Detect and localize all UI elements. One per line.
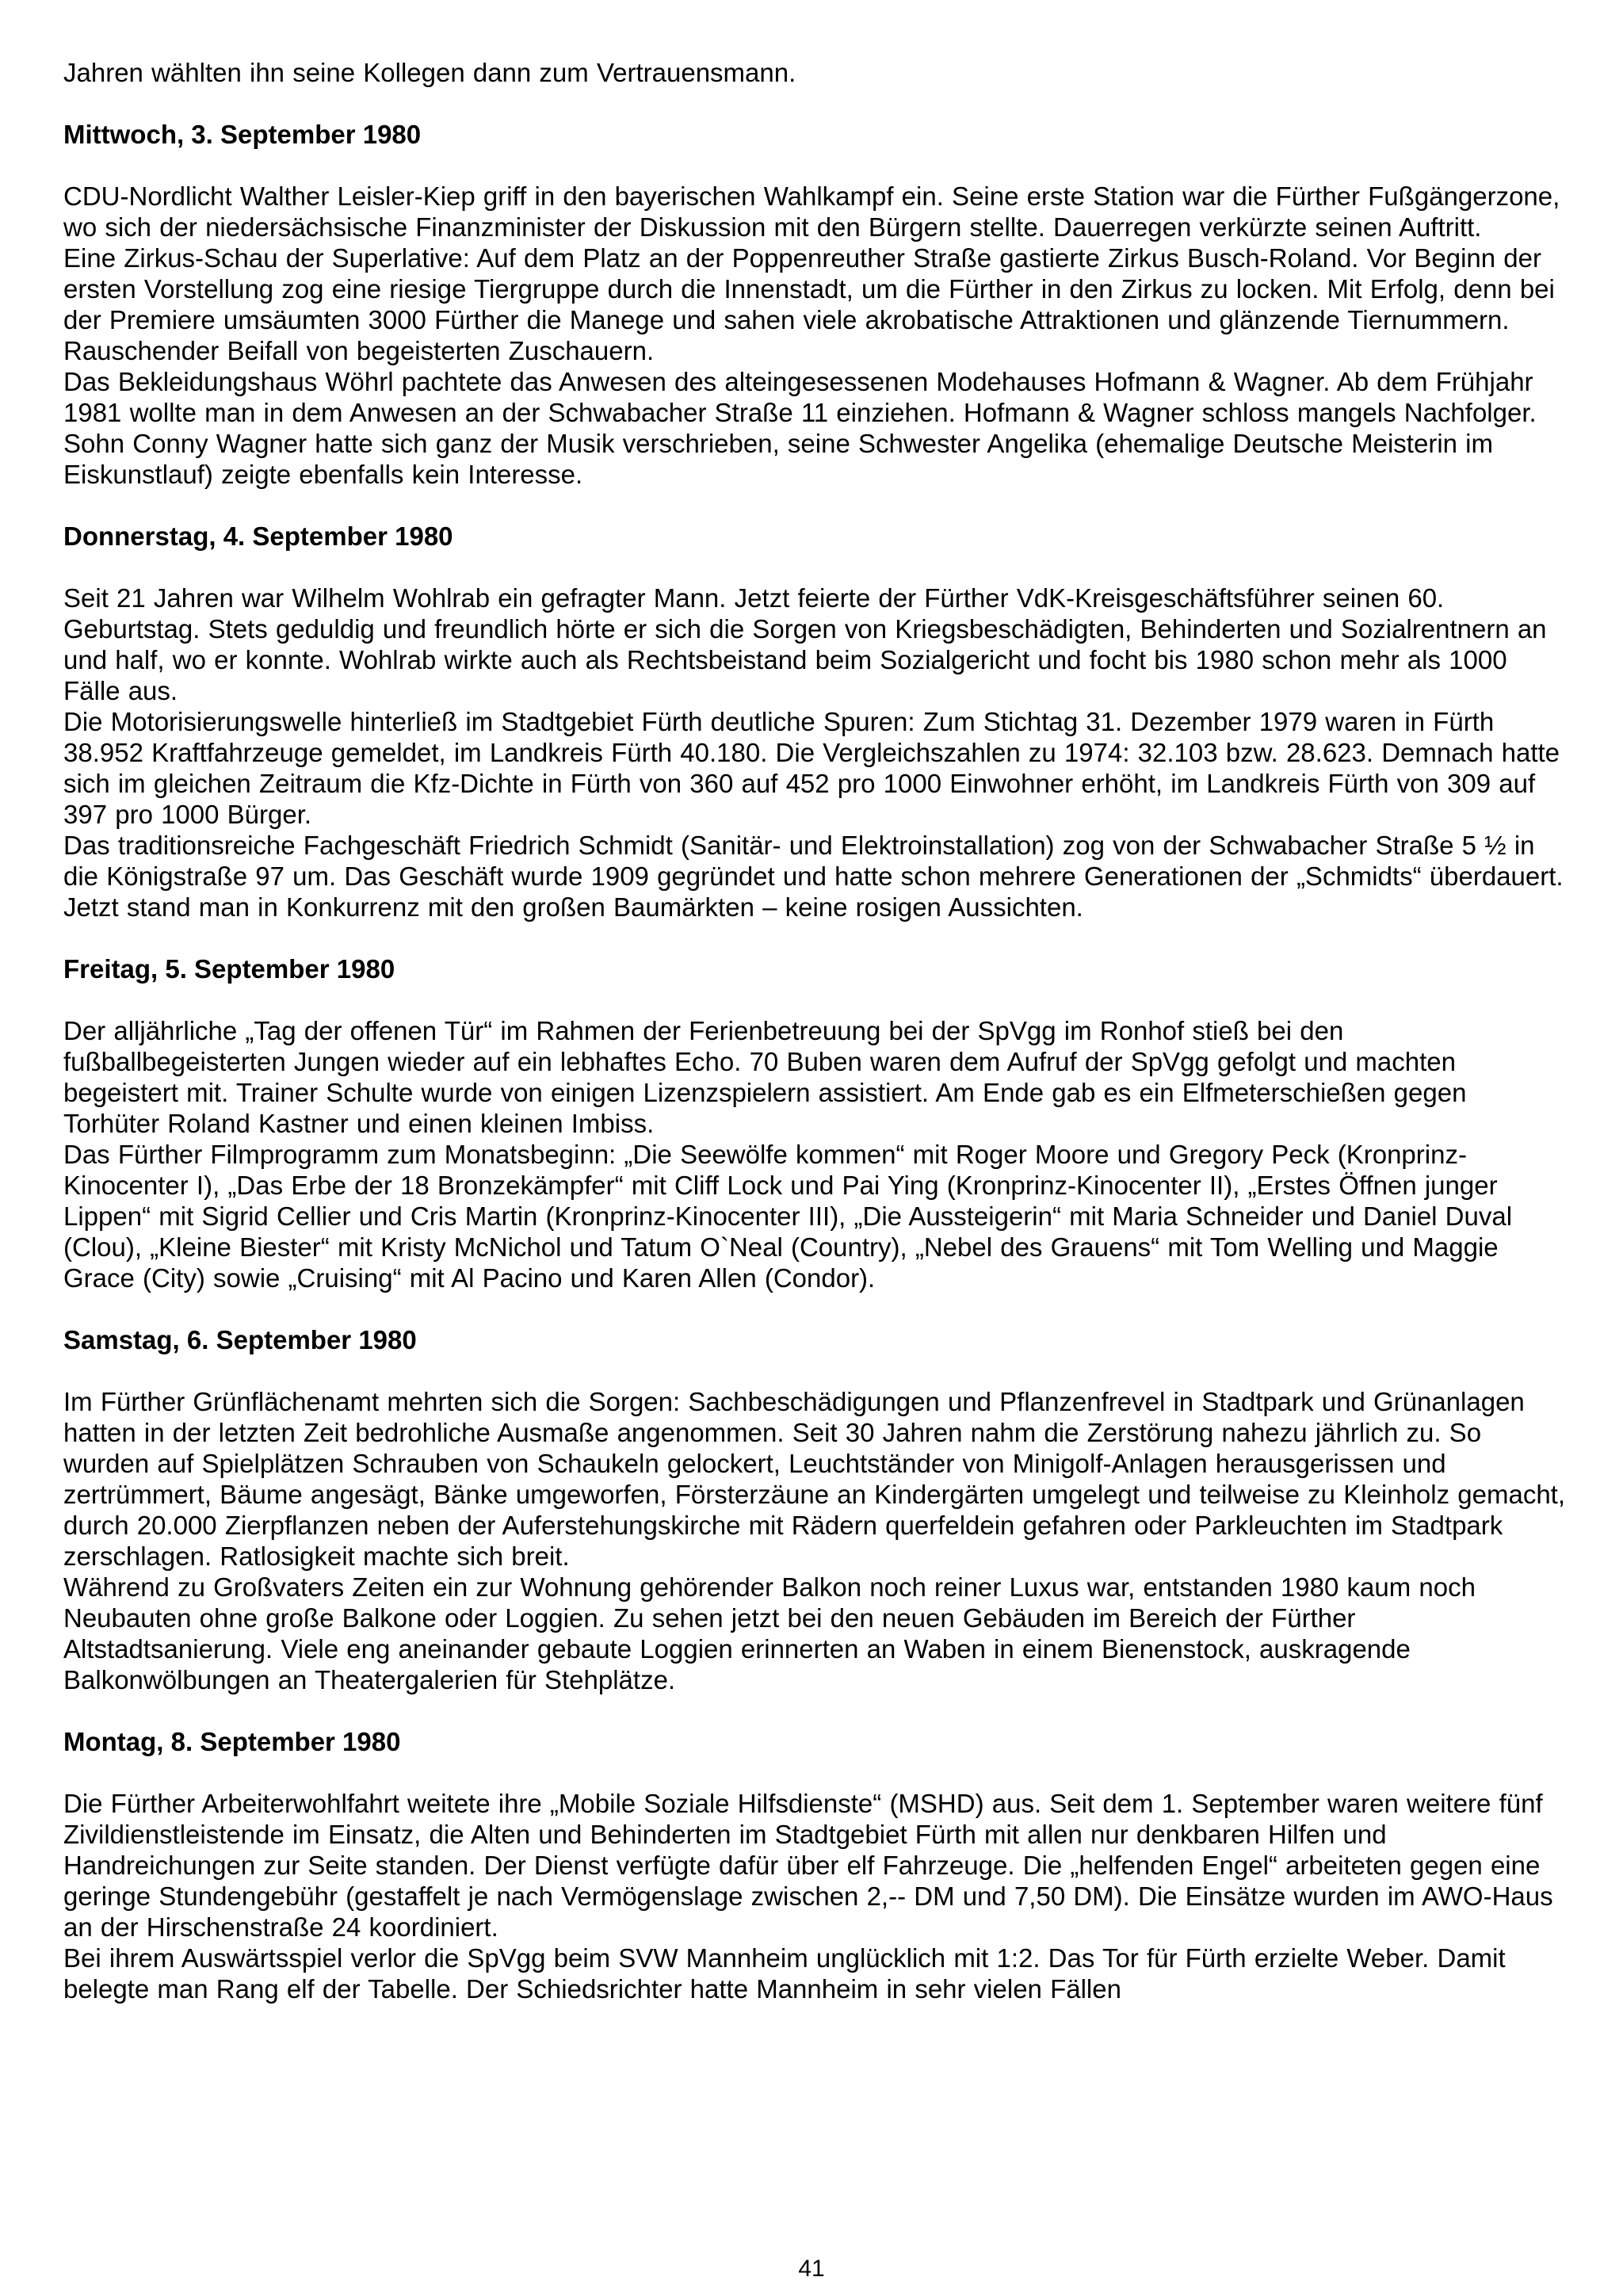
paragraph-zirkus-busch-roland: Eine Zirkus-Schau der Superlative: Auf dem Platz an der Poppenreuther Straße gastierte Zirkus Busch-Roland. Vor Beginn der ersten Vorstellung zog eine riesige Tiergruppe durch die Innenstadt, um die Fürther in den Zirkus zu locken. Mit Erfolg, denn bei der Premiere umsäumten 3000 Fürther die Manege und sahen viele akrobatische Attraktionen und glänzende Tiernummern. Rauschender Beifall von begeisterten Zuschauern. — [63, 243, 1555, 365]
page-number: 41 — [798, 2256, 825, 2282]
paragraph-friedrich-schmidt: Das traditionsreiche Fachgeschäft Friedrich Schmidt (Sanitär- und Elektroinstallation) zog von der Schwabacher Straße 5 ½ in die Königstraße 97 um. Das Geschäft wurde 1909 gegründet und hatte schon mehrere Generationen der „Schmidts“ überdauert. Jetzt stand man in Konkurrenz mit den großen Baumärkten – keine rosigen Aussichten. — [63, 831, 1564, 922]
paragraph-tag-der-offenen-tuer: Der alljährliche „Tag der offenen Tür“ im Rahmen der Ferienbetreuung bei der SpVgg im Ronhof stieß bei den fußballbegeisterten Jungen wieder auf ein lebhaftes Echo. 70 Buben waren dem Aufruf der SpVgg gefolgt und machten begeistert mit. Trainer Schulte wurde von einigen Lizenzspielern assistiert. Am Ende gab es ein Elfmeterschießen gegen Torhüter Roland Kastner und einen kleinen Imbiss. — [63, 1016, 1467, 1138]
heading-samstag-6-september-1980: Samstag, 6. September 1980 — [63, 1325, 417, 1354]
paragraph-spvgg-auswaertsspiel: Bei ihrem Auswärtsspiel verlor die SpVgg beim SVW Mannheim unglücklich mit 1:2. Das Tor für Fürth erzielte Weber. Damit belegte man Rang elf der Tabelle. Der Schiedsrichter hatte Mannheim in sehr vielen Fällen — [63, 1943, 1506, 2004]
paragraph-wilhelm-wohlrab: Seit 21 Jahren war Wilhelm Wohlrab ein gefragter Mann. Jetzt feierte der Fürther VdK-Kreisgeschäftsführer seinen 60. Geburtstag. Stets geduldig und freundlich hörte er sich die Sorgen von Kriegsbeschädigten, Behinderten und Sozialrentnern an und half, wo er konnte. Wohlrab wirkte auch als Rechtsbeistand beim Sozialgericht und focht bis 1980 schon mehr als 1000 Fälle aus. — [63, 583, 1547, 705]
paragraph-carryover: Jahren wählten ihn seine Kollegen dann zum Vertrauensmann. — [63, 58, 796, 87]
paragraph-balkone-loggien: Während zu Großvaters Zeiten ein zur Wohnung gehörender Balkon noch reiner Luxus war, entstanden 1980 kaum noch Neubauten ohne große Balkone oder Loggien. Zu sehen jetzt bei den neuen Gebäuden im Bereich der Fürther Altstadtsanierung. Viele eng aneinander gebaute Loggien erinnerten an Waben in einem Bienenstock, auskragende Balkonwölbungen an Theatergalerien für Stehplätze. — [63, 1572, 1476, 1694]
paragraph-arbeiterwohlfahrt-mshd: Die Fürther Arbeiterwohlfahrt weitete ihre „Mobile Soziale Hilfsdienste“ (MSHD) aus. Seit dem 1. September waren weitere fünf Zivildienstleistende im Einsatz, die Alten und Behinderten im Stadtgebiet Fürth mit allen nur denkbaren Hilfen und Handreichungen zur Seite standen. Der Dienst verfügte dafür über elf Fahrzeuge. Die „helfenden Engel“ arbeiteten gegen eine geringe Stundengebühr (gestaffelt je nach Vermögenslage zwischen 2,-- DM und 7,50 DM). Die Einsätze wurden im AWO-Haus an der Hirschenstraße 24 koordiniert. — [63, 1789, 1553, 1942]
heading-freitag-5-september-1980: Freitag, 5. September 1980 — [63, 954, 395, 984]
paragraph-filmprogramm: Das Fürther Filmprogramm zum Monatsbeginn: „Die Seewölfe kommen“ mit Roger Moore und Gregory Peck (Kronprinz-Kinocenter I), „Das Erbe der 18 Bronzekämpfer“ mit Cliff Lock und Pai Ying (Kronprinz-Kinocenter II), „Erstes Öffnen junger Lippen“ mit Sigrid Cellier und Cris Martin (Kronprinz-Kinocenter III), „Die Aussteigerin“ mit Maria Schneider und Daniel Duval (Clou), „Kleine Biester“ mit Kristy McNichol und Tatum O`Neal (Country), „Nebel des Grauens“ mit Tom Welling und Maggie Grace (City) sowie „Cruising“ mit Al Pacino und Karen Allen (Condor). — [63, 1140, 1513, 1293]
paragraph-motorisierungswelle: Die Motorisierungswelle hinterließ im Stadtgebiet Fürth deutliche Spuren: Zum Stichtag 31. Dezember 1979 waren in Fürth 38.952 Kraftfahrzeuge gemeldet, im Landkreis Fürth 40.180. Die Vergleichszahlen zu 1974: 32.103 bzw. 28.623. Demnach hatte sich im gleichen Zeitraum die Kfz-Dichte in Fürth von 360 auf 452 pro 1000 Einwohner erhöht, im Landkreis Fürth von 309 auf 397 pro 1000 Bürger. — [63, 707, 1560, 829]
heading-donnerstag-4-september-1980: Donnerstag, 4. September 1980 — [63, 521, 453, 551]
paragraph-bekleidungshaus-woehrl: Das Bekleidungshaus Wöhrl pachtete das Anwesen des alteingesessenen Modehauses Hofmann & Wagner. Ab dem Frühjahr 1981 wollte man in dem Anwesen an der Schwabacher Straße 11 einziehen. Hofmann & Wagner schloss mangels Nachfolger. Sohn Conny Wagner hatte sich ganz der Musik verschrieben, seine Schwester Angelika (ehemalige Deutsche Meisterin im Eiskunstlauf) zeigte ebenfalls kein Interesse. — [63, 367, 1537, 489]
heading-montag-8-september-1980: Montag, 8. September 1980 — [63, 1727, 401, 1756]
paragraph-leisler-kiep: CDU-Nordlicht Walther Leisler-Kiep griff in den bayerischen Wahlkampf ein. Seine erste Station war die Fürther Fußgängerzone, wo sich der niedersächsische Finanzminister der Diskussion mit den Bürgern stellte. Dauerregen verkürzte seinen Auftritt. — [63, 181, 1560, 242]
heading-mittwoch-3-september-1980: Mittwoch, 3. September 1980 — [63, 120, 422, 149]
paragraph-gruenflaechenamt: Im Fürther Grünflächenamt mehrten sich die Sorgen: Sachbeschädigungen und Pflanzenfrevel in Stadtpark und Grünanlagen hatten in der letzten Zeit bedrohliche Ausmaße angenommen. Seit 30 Jahren nahm die Zerstörung nahezu jährlich zu. So wurden auf Spielplätzen Schrauben von Schaukeln gelockert, Leuchtständer von Minigolf-Anlagen herausgerissen und zertrümmert, Bäume angesägt, Bänke umgeworfen, Försterzäune an Kindergärten umgelegt und teilweise zu Kleinholz gemacht, durch 20.000 Zierpflanzen neben der Auferstehungskirche mit Rädern querfeldein gefahren oder Parkleuchten im Stadtpark zerschlagen. Ratlosigkeit machte sich breit. — [63, 1387, 1566, 1571]
